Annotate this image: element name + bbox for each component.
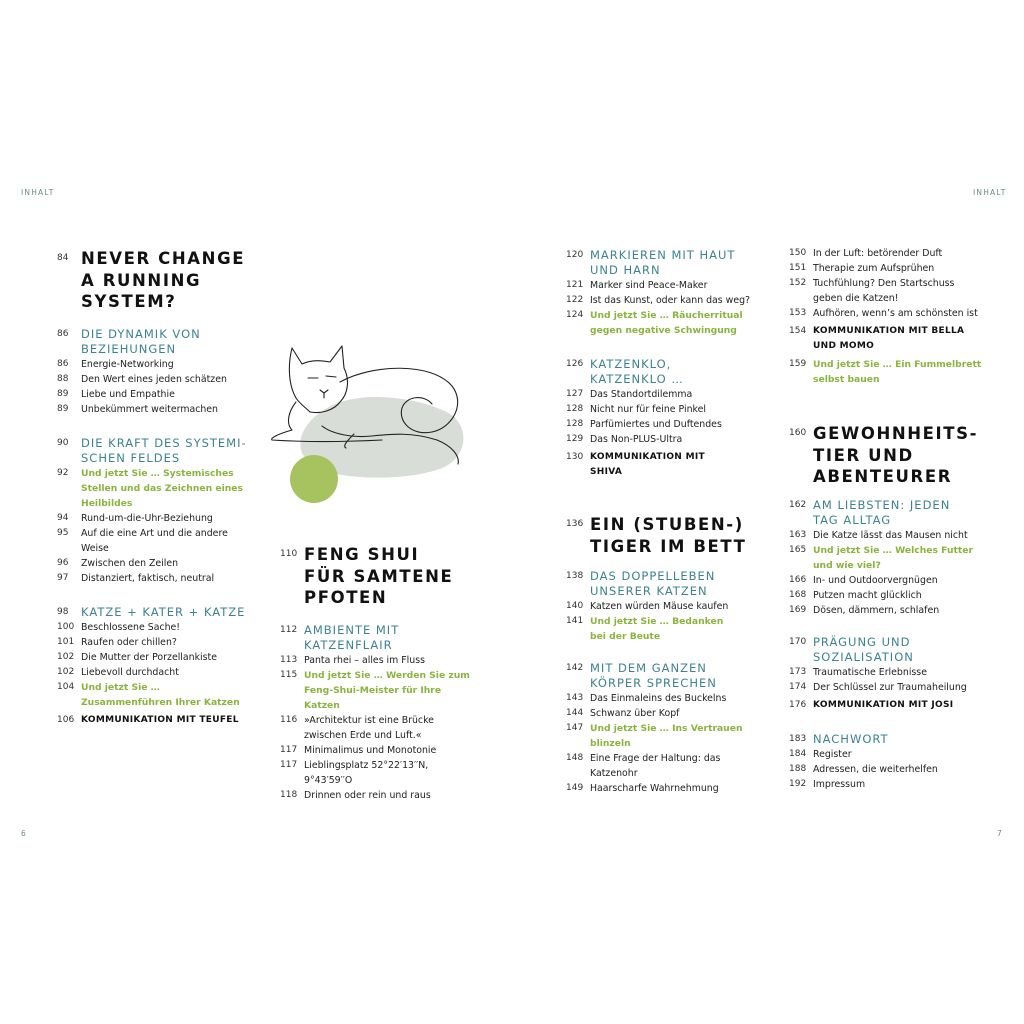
entry-title: Katzen würden Mäuse kaufen <box>590 601 729 612</box>
page-ref: 117 <box>280 759 298 770</box>
page-ref: 106 <box>57 714 75 725</box>
entry-title: Und jetzt Sie … Zusammenführen Ihrer Katzen <box>81 681 240 708</box>
page-ref: 140 <box>566 601 584 611</box>
toc-entry <box>789 261 1009 276</box>
section-heading <box>566 248 786 278</box>
entry-title: Haarscharfe Wahrnehmung <box>590 783 719 794</box>
entry-title: Traumatische Erlebnisse <box>813 666 927 678</box>
section-title: DAS DOPPELLEBEN UNSERER KATZEN <box>590 569 716 598</box>
entry-title: Distanziert, faktisch, neutral <box>81 572 215 584</box>
page-ref: 141 <box>566 616 584 626</box>
page-ref: 89 <box>57 403 69 414</box>
page-ref: 126 <box>566 359 584 369</box>
exercise-entry <box>280 668 500 713</box>
toc-entry <box>789 276 1009 306</box>
chapter-title: EIN (STUBEN-) TIGER IM BETT <box>590 515 747 556</box>
entry-title: Liebe und Empathie <box>81 388 175 400</box>
entry-title: Adressen, die weiterhelfen <box>813 763 938 775</box>
page-ref: 96 <box>57 557 69 568</box>
entry-title: Auf die eine Art und die andere Weise <box>81 527 228 554</box>
toc-column-4 <box>789 246 1009 792</box>
page-ref: 120 <box>566 250 584 260</box>
communication-entry <box>789 698 1009 713</box>
toc-entry <box>566 599 786 614</box>
page-ref: 162 <box>789 499 807 510</box>
entry-title: KOMMUNIKATION MIT BELLA UND MOMO <box>813 326 965 351</box>
page-ref: 92 <box>57 467 69 478</box>
toc-entry <box>789 762 1009 777</box>
section-heading <box>789 732 1009 747</box>
toc-entry <box>566 402 786 417</box>
page-ref: 97 <box>57 572 69 583</box>
entry-title: Eine Frage der Haltung: das Katzenohr <box>590 753 721 779</box>
green-ball <box>290 455 338 503</box>
page-ref: 154 <box>789 326 807 336</box>
page-ref: 129 <box>566 434 584 444</box>
section-heading <box>566 357 786 387</box>
page-ref: 136 <box>566 519 584 529</box>
page-ref: 160 <box>789 428 807 438</box>
section-title: DIE KRAFT DES SYSTEMI- SCHEN FELDES <box>81 435 247 465</box>
section-heading <box>280 623 500 653</box>
entry-title: Und jetzt Sie … Bedanken bei der Beute <box>590 616 724 642</box>
toc-entry <box>789 680 1009 695</box>
toc-entry <box>280 743 500 758</box>
entry-title: Das Standortdilemma <box>590 389 693 400</box>
page-ref: 184 <box>789 748 807 759</box>
section-title: AM LIEBSTEN: JEDEN TAG ALLTAG <box>813 497 951 527</box>
page-ref: 159 <box>789 359 807 369</box>
entry-title: Impressum <box>813 778 866 790</box>
page-ref: 192 <box>789 778 807 789</box>
toc-entry <box>57 556 277 571</box>
toc-entry <box>566 417 786 432</box>
toc-entry <box>789 777 1009 792</box>
toc-entry <box>280 758 500 788</box>
toc-entry <box>57 526 277 556</box>
toc-entry <box>566 781 786 796</box>
toc-entry <box>57 571 277 586</box>
toc-entry <box>789 528 1009 543</box>
page-ref: 153 <box>789 308 807 318</box>
page-ref: 112 <box>280 624 298 635</box>
entry-title: Therapie zum Aufsprühen <box>813 263 935 274</box>
toc-entry <box>789 573 1009 588</box>
page-ref: 128 <box>566 419 584 429</box>
exercise-entry <box>789 543 1009 573</box>
toc-entry <box>57 620 277 635</box>
page-ref: 118 <box>280 789 298 800</box>
page-ref: 104 <box>57 681 75 692</box>
page-ref: 150 <box>789 248 807 258</box>
toc-entry <box>280 788 500 803</box>
toc-entry <box>57 511 277 526</box>
section-title: PRÄGUNG UND SOZIALISATION <box>813 634 914 664</box>
page-ref: 174 <box>789 681 807 692</box>
page-ref: 100 <box>57 621 75 632</box>
toc-entry <box>789 665 1009 680</box>
entry-title: Register <box>813 748 852 760</box>
section-title: MIT DEM GANZEN KÖRPER SPRECHEN <box>590 661 717 690</box>
communication-entry <box>789 324 1009 354</box>
exercise-entry <box>566 308 786 338</box>
entry-title: Den Wert eines jeden schätzen <box>81 373 227 385</box>
entry-title: Und jetzt Sie … Ins Vertrauen blinzeln <box>590 723 743 749</box>
entry-title: Aufhören, wenn’s am schönsten ist <box>813 308 978 319</box>
section-title: KATZE + KATER + KATZE <box>81 604 246 619</box>
toc-entry <box>566 278 786 293</box>
page-ref: 110 <box>280 549 298 559</box>
entry-title: Und jetzt Sie … Welches Futter und wie viel? <box>813 544 974 571</box>
entry-title: Ist das Kunst, oder kann das weg? <box>590 295 751 306</box>
entry-title: Panta rhei – alles im Fluss <box>304 654 425 666</box>
entry-title: Unbekümmert weitermachen <box>81 403 219 415</box>
toc-entry <box>566 751 786 781</box>
toc-entry <box>280 713 500 743</box>
chapter-heading <box>566 514 786 557</box>
entry-title: Parfümiertes und Duftendes <box>590 419 722 430</box>
entry-title: KOMMUNIKATION MIT SHIVA <box>590 452 705 477</box>
toc-entry <box>566 691 786 706</box>
toc-entry <box>280 653 500 668</box>
page-ref: 144 <box>566 708 584 718</box>
page-ref: 148 <box>566 753 584 763</box>
page-ref: 86 <box>57 328 69 339</box>
toc-entry <box>566 432 786 447</box>
exercise-entry <box>566 721 786 751</box>
exercise-entry <box>57 466 277 511</box>
entry-title: Schwanz über Kopf <box>590 708 680 719</box>
entry-title: Die Katze lässt das Mausen nicht <box>813 529 968 541</box>
page-ref: 127 <box>566 389 584 399</box>
entry-title: Und jetzt Sie … Werden Sie zum Feng-Shui-Meister für Ihre Katzen <box>304 669 470 711</box>
entry-title: Und jetzt Sie … Räucherritual gegen negative Schwingung <box>590 310 743 336</box>
page-ref: 84 <box>57 253 69 263</box>
page-ref: 102 <box>57 651 75 662</box>
entry-title: »Architektur ist eine Brücke zwischen Erde und Luft.« <box>304 714 434 741</box>
toc-entry <box>789 603 1009 618</box>
page-ref: 183 <box>789 733 807 744</box>
running-header-right: INHALT <box>973 188 1007 197</box>
section-heading <box>566 569 786 599</box>
page-ref: 168 <box>789 589 807 600</box>
entry-title: Die Mutter der Porzellankiste <box>81 651 217 663</box>
entry-title: Und jetzt Sie … Systemisches Stellen und das Zeichnen eines Heilbildes <box>81 467 243 509</box>
entry-title: Lieblingsplatz 52°22′13′′N, 9°43′59′′O <box>304 759 429 786</box>
entry-title: Zwischen den Zeilen <box>81 557 179 569</box>
entry-title: KOMMUNIKATION MIT JOSI <box>813 699 954 710</box>
page-ref: 101 <box>57 636 75 647</box>
section-heading <box>789 635 1009 665</box>
toc-entry <box>566 293 786 308</box>
section-heading <box>57 605 277 620</box>
entry-title: Minimalimus und Monotonie <box>304 744 437 756</box>
toc-entry <box>57 650 277 665</box>
toc-entry <box>57 665 277 680</box>
page-ref: 124 <box>566 310 584 320</box>
cat-line-illustration <box>262 340 472 510</box>
page-ref: 86 <box>57 358 69 369</box>
section-title: NACHWORT <box>813 731 889 746</box>
communication-entry <box>57 713 277 728</box>
page-ref: 116 <box>280 714 298 725</box>
page-ref: 95 <box>57 527 69 538</box>
page-ref: 121 <box>566 280 584 290</box>
page-ref: 143 <box>566 693 584 703</box>
section-heading <box>566 661 786 691</box>
page-ref: 89 <box>57 388 69 399</box>
toc-entry <box>566 706 786 721</box>
entry-title: Und jetzt Sie … Ein Fummelbrett selbst bauen <box>813 359 982 385</box>
entry-title: Rund-um-die-Uhr-Beziehung <box>81 512 213 524</box>
page-ref: 98 <box>57 606 69 617</box>
section-title: KATZENKLO, KATZENKLO … <box>590 357 684 386</box>
chapter-heading <box>789 423 1009 488</box>
entry-title: In- und Outdoorvergnügen <box>813 574 938 586</box>
chapter-title: NEVER CHANGE A RUNNING SYSTEM? <box>81 249 246 311</box>
page-ref: 147 <box>566 723 584 733</box>
toc-entry <box>57 387 277 402</box>
entry-title: Das Non-PLUS-Ultra <box>590 434 683 445</box>
exercise-entry <box>57 680 277 710</box>
toc-entry <box>57 357 277 372</box>
entry-title: Energie-Networking <box>81 358 174 370</box>
running-header-left: INHALT <box>21 188 55 197</box>
section-heading <box>57 327 277 357</box>
section-title: DIE DYNAMIK VON BEZIEHUNGEN <box>81 326 201 356</box>
page-ref: 117 <box>280 744 298 755</box>
page-ref: 166 <box>789 574 807 585</box>
page-ref: 102 <box>57 666 75 677</box>
page-ref: 163 <box>789 529 807 540</box>
exercise-entry <box>789 357 1009 387</box>
page-ref: 176 <box>789 699 807 710</box>
toc-entry <box>57 402 277 417</box>
section-heading <box>789 498 1009 528</box>
entry-title: Raufen oder chillen? <box>81 636 177 648</box>
page-ref: 173 <box>789 666 807 677</box>
page-ref: 165 <box>789 544 807 555</box>
toc-entry <box>57 372 277 387</box>
page-ref: 113 <box>280 654 298 665</box>
toc-column-1 <box>57 248 277 728</box>
entry-title: Drinnen oder rein und raus <box>304 789 431 801</box>
page-ref: 142 <box>566 663 584 673</box>
page-ref: 130 <box>566 452 584 462</box>
entry-title: KOMMUNIKATION MIT TEUFEL <box>81 714 239 725</box>
page-ref: 90 <box>57 437 69 448</box>
toc-entry <box>789 588 1009 603</box>
entry-title: Der Schlüssel zur Traumaheilung <box>813 681 967 693</box>
page-ref: 149 <box>566 783 584 793</box>
page-ref: 138 <box>566 571 584 581</box>
entry-title: Liebevoll durchdacht <box>81 666 179 678</box>
toc-entry <box>566 387 786 402</box>
page-ref: 151 <box>789 263 807 273</box>
chapter-title: FENG SHUI FÜR SAMTENE PFOTEN <box>304 545 454 607</box>
chapter-heading <box>57 248 277 313</box>
toc-entry <box>789 306 1009 321</box>
entry-title: Das Einmaleins des Buckelns <box>590 693 727 704</box>
entry-title: Beschlossene Sache! <box>81 621 181 633</box>
toc-entry <box>57 635 277 650</box>
page-number-right: 7 <box>997 829 1002 838</box>
toc-entry <box>789 747 1009 762</box>
communication-entry <box>566 450 786 480</box>
page-ref: 152 <box>789 278 807 288</box>
entry-title: Tuchfühlung? Den Startschuss geben die Katzen! <box>813 278 955 304</box>
page-ref: 122 <box>566 295 584 305</box>
section-heading <box>57 436 277 466</box>
page-ref: 170 <box>789 636 807 647</box>
page-ref: 115 <box>280 669 298 680</box>
page-number-left: 6 <box>21 829 26 838</box>
page-ref: 128 <box>566 404 584 414</box>
entry-title: Dösen, dämmern, schlafen <box>813 604 940 616</box>
page-ref: 169 <box>789 604 807 615</box>
chapter-title: GEWOHNHEITS- TIER UND ABENTEURER <box>813 424 979 486</box>
toc-entry <box>789 246 1009 261</box>
entry-title: Nicht nur für feine Pinkel <box>590 404 706 415</box>
page-ref: 88 <box>57 373 69 384</box>
page-ref: 188 <box>789 763 807 774</box>
page-ref: 94 <box>57 512 69 523</box>
chapter-heading <box>280 544 500 609</box>
entry-title: In der Luft: betörender Duft <box>813 248 943 259</box>
section-title: MARKIEREN MIT HAUT UND HARN <box>590 248 736 277</box>
entry-title: Marker sind Peace-Maker <box>590 280 708 291</box>
toc-column-2 <box>280 544 500 803</box>
entry-title: Putzen macht glücklich <box>813 589 922 601</box>
exercise-entry <box>566 614 786 644</box>
section-title: AMBIENTE MIT KATZENFLAIR <box>304 622 400 652</box>
toc-column-3 <box>566 238 786 796</box>
